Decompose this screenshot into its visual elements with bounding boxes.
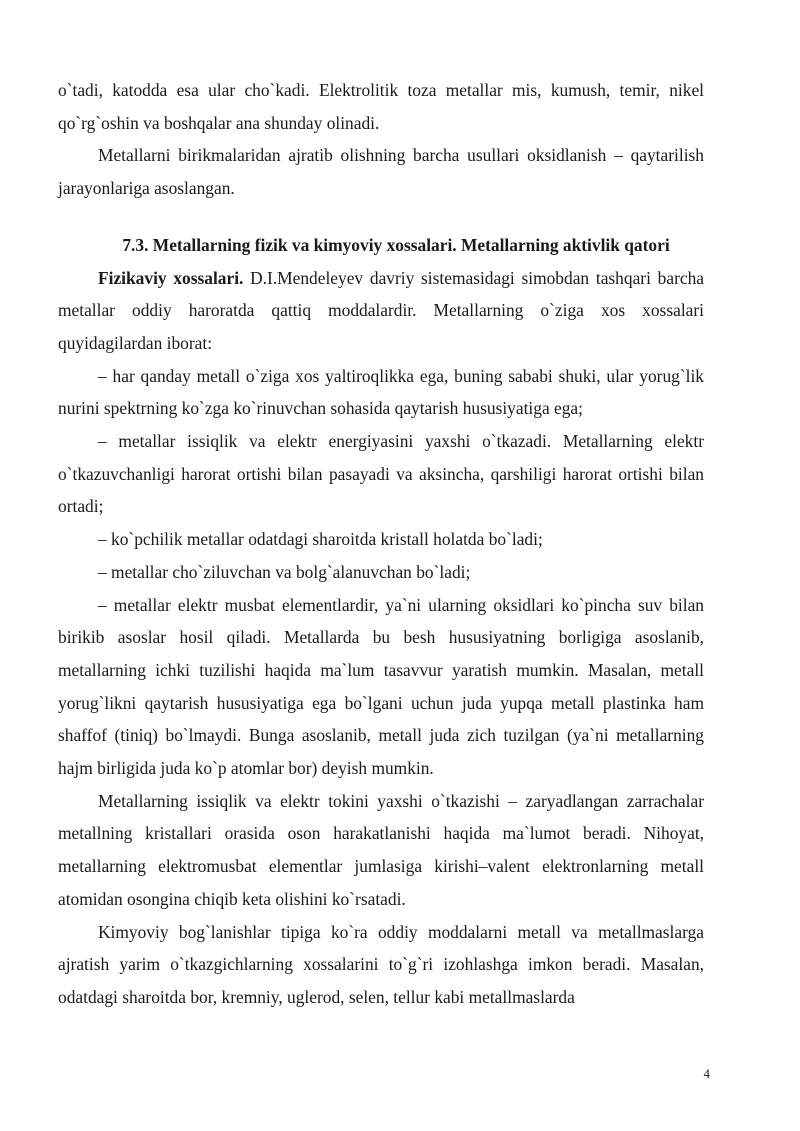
list-item-luster: – har qanday metall o`ziga xos yaltiroqlikka ega, buning sababi shuki, ular yorug`lik nurini spektrning ko`zga ko`rinuvchan sohasida qaytarish hususiyatiga ega; <box>58 365 704 419</box>
list-item-electropositive: – metallar elektr musbat elementlardir, ya`ni ularning oksidlari ko`pincha suv bilan birikib asoslar hosil qiladi. Metallarda bu besh hususiyatning borligiga asoslanib, metallarning ichki tuzilishi haqida ma`lum tasavvur yaratish mumkin. Masalan, metall yorug`likni qaytarish hususiyatiga ega bo`lgani uchun juda yupqa metall plastinka ham shaffof (tiniq) bo`lmaydi. Bunga asoslanib, metall juda zich tuzilgan (ya`ni metallarning hajm birligida juda ko`p atomlar bor) deyish mumkin. <box>58 594 704 779</box>
section-heading: 7.3. Metallarning fizik va kimyoviy xossalari. Metallarning aktivlik qatori <box>122 234 670 255</box>
physical-properties-text: D.I.Mendeleyev davriy sistemasidagi simobdan tashqari barcha metallar oddiy haroratda qattiq moddalardir. Metallarning o`ziga xos xossalari quyidagilardan iborat: <box>58 267 704 353</box>
paragraph-bond-types: Kimyoviy bog`lanishlar tipiga ko`ra oddiy moddalarni metall va metallmaslarga ajratish yarim o`tkazgichlarning xossalarini to`g`ri izohlashga imkon beradi. Masalan, odatdagi sharoitda bor, kremniy, uglerod, selen, tellur kabi metallmaslarda <box>58 921 704 1007</box>
document-body <box>58 74 704 1014</box>
physical-properties-lead: Fizikaviy xossalari. <box>98 267 244 288</box>
paragraph-electrolysis: o`tadi, katodda esa ular cho`kadi. Elektrolitik toza metallar mis, kumush, temir, nikel qo`rg`oshin va boshqalar ana shunday olinadi. <box>58 80 704 133</box>
list-item-crystalline: – ko`pchilik metallar odatdagi sharoitda kristall holatda bo`ladi; <box>98 529 543 550</box>
paragraph-conduction-explanation: Metallarning issiqlik va elektr tokini yaxshi o`tkazishi – zaryadlangan zarrachalar metallning kristallari orasida oson harakatlanishi haqida ma`lumot beradi. Nihoyat, metallarning elektromusbat elementlar jumlasiga kirishi–valent elektronlarning metall atomidan osongina chiqib keta olishini ko`rsatadi. <box>58 790 704 909</box>
page-number: 4 <box>703 1066 710 1081</box>
paragraph-physical-properties <box>58 262 704 360</box>
list-item-ductility: – metallar cho`ziluvchan va bolg`alanuvchan bo`ladi; <box>98 561 471 582</box>
paragraph-redox: Metallarni birikmalaridan ajratib olishning barcha usullari oksidlanish – qaytarilish jarayonlariga asoslangan. <box>58 145 704 199</box>
list-item-conductivity: – metallar issiqlik va elektr energiyasini yaxshi o`tkazadi. Metallarning elektr o`tkazuvchanligi harorat ortishi bilan pasayadi va aksincha, qarshiligi harorat ortishi bilan ortadi; <box>58 431 704 517</box>
